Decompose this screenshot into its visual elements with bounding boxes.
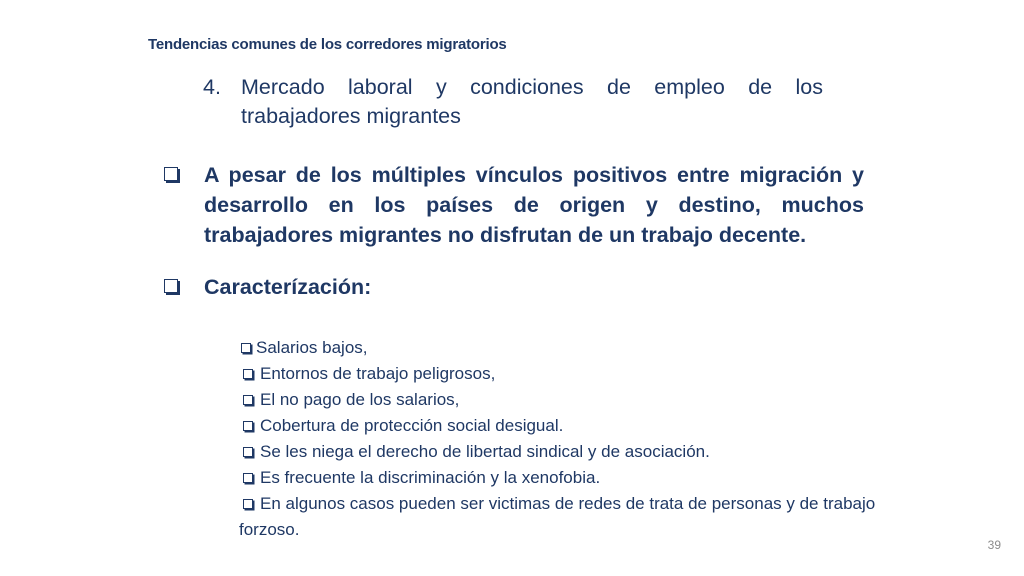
list-item [239,387,879,413]
list-item-text: Entornos de trabajo peligrosos, [260,364,496,383]
bullet-text: A pesar de los múltiples vínculos positivos entre migración y desarrollo en los países de origen y destino, muchos trabajadores migrantes no disfrutan de un trabajo decente. [204,163,864,247]
checkbox-icon [164,167,178,181]
list-item-text: Salarios bajos, [256,338,368,357]
checkbox-icon [164,279,178,293]
list-item [239,361,879,387]
list-item-text: En algunos casos pueden ser victimas de redes de trata de personas y de trabajo forzoso. [239,494,876,539]
list-item [239,413,879,439]
heading-text: Mercado laboral y condiciones de empleo de los trabajadores migrantes [241,75,823,128]
list-item [239,465,879,491]
bullet-item [164,160,864,250]
list-item-text: Es frecuente la discriminación y la xenofobia. [260,468,601,487]
checkbox-icon [243,473,253,483]
list-item [239,439,879,465]
checkbox-icon [243,395,253,405]
slide-title: Tendencias comunes de los corredores migratorios [148,36,507,53]
checkbox-icon [241,343,251,353]
page-number: 39 [987,538,1001,552]
list-item-text: Cobertura de protección social desigual. [260,416,564,435]
checkbox-icon [243,499,253,509]
characterization-list [239,335,879,543]
list-item [239,335,879,361]
list-item-text: El no pago de los salarios, [260,390,460,409]
list-item [239,491,879,543]
section-heading [203,73,823,131]
list-item-text: Se les niega el derecho de libertad sindical y de asociación. [260,442,710,461]
checkbox-icon [243,421,253,431]
checkbox-icon [243,369,253,379]
heading-number: 4. [203,75,221,99]
checkbox-icon [243,447,253,457]
bullet-text: Caracterízación: [204,275,372,299]
bullet-item [164,272,864,302]
